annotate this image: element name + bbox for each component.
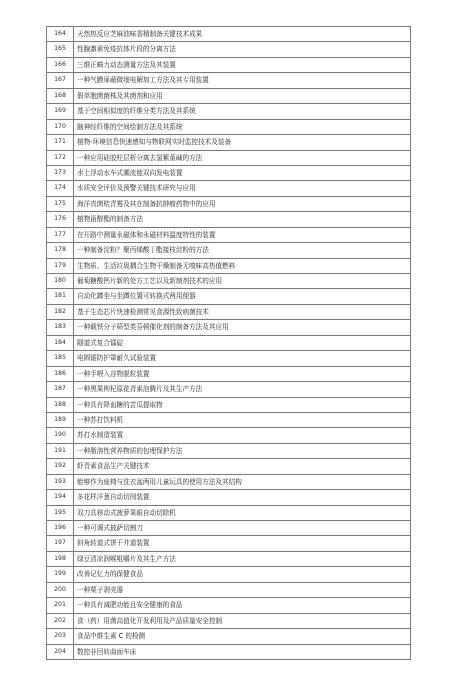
row-title: 隧道式复合镭碇 bbox=[74, 336, 411, 350]
row-number: 184 bbox=[47, 336, 74, 350]
table-row bbox=[47, 645, 411, 660]
row-title: 改善记忆力的保健食品 bbox=[74, 567, 411, 581]
row-title: 葡萄糖酸钙片新的处方工艺以及新制剂技术的应用 bbox=[74, 274, 411, 288]
row-number: 196 bbox=[47, 521, 74, 535]
row-number: 179 bbox=[47, 259, 74, 273]
row-number: 192 bbox=[47, 459, 74, 473]
table-row bbox=[47, 135, 411, 150]
table-row bbox=[47, 166, 411, 181]
row-title: 绿豆清凉润喉咀嚼片及其生产方法 bbox=[74, 552, 411, 566]
table-row bbox=[47, 42, 411, 57]
row-title: 假单胞菌菌株及其菌剂和应用 bbox=[74, 89, 411, 103]
row-title: 苏打水制造装置 bbox=[74, 428, 411, 442]
row-title: 双刀具移动式菠萝果眼自动切除机 bbox=[74, 506, 411, 520]
table-row bbox=[47, 521, 411, 536]
row-title: 电圆锯防护罩耐久试验装置 bbox=[74, 351, 411, 365]
row-number: 188 bbox=[47, 398, 74, 412]
row-title: 一种具有减肥功能且安全健康的食品 bbox=[74, 598, 411, 612]
row-number: 169 bbox=[47, 104, 74, 118]
table-row bbox=[47, 367, 411, 382]
row-title: 虾青素食品生产关键技术 bbox=[74, 459, 411, 473]
table-row bbox=[47, 289, 411, 304]
row-number: 194 bbox=[47, 490, 74, 504]
table-row bbox=[47, 459, 411, 474]
table-row bbox=[47, 104, 411, 119]
table-row bbox=[47, 151, 411, 166]
row-number: 189 bbox=[47, 413, 74, 427]
table-row bbox=[47, 413, 411, 428]
table-row bbox=[47, 351, 411, 366]
row-title: 食品中维生素 C 的检测 bbox=[74, 629, 411, 643]
row-number: 204 bbox=[47, 645, 74, 659]
table-row bbox=[47, 629, 411, 644]
table-row bbox=[47, 598, 411, 613]
table-row bbox=[47, 305, 411, 320]
table-row bbox=[47, 583, 411, 598]
row-title: 一种栗子剥壳器 bbox=[74, 583, 411, 597]
row-number: 201 bbox=[47, 598, 74, 612]
row-number: 164 bbox=[47, 27, 74, 41]
row-number: 193 bbox=[47, 475, 74, 489]
row-number: 191 bbox=[47, 444, 74, 458]
row-title: 在开路中测量永磁体和永磁材料温度特性的装置 bbox=[74, 228, 411, 242]
row-title: 一种黑果枸杞原花青素泡腾片及其生产方法 bbox=[74, 382, 411, 396]
table-row bbox=[47, 228, 411, 243]
row-title: 多花样洋葱自动切削装置 bbox=[74, 490, 411, 504]
table-row bbox=[47, 58, 411, 73]
row-number: 167 bbox=[47, 73, 74, 87]
row-number: 172 bbox=[47, 151, 74, 165]
row-number: 198 bbox=[47, 552, 74, 566]
row-title: 一种制备淀粉？聚丙烯酸丁酯接枝淀粉的方法 bbox=[74, 243, 411, 257]
row-number: 171 bbox=[47, 135, 74, 149]
row-title: 一种可调式披萨切割刀 bbox=[74, 521, 411, 535]
table-row bbox=[47, 243, 411, 258]
row-number: 199 bbox=[47, 567, 74, 581]
row-number: 182 bbox=[47, 305, 74, 319]
row-number: 178 bbox=[47, 243, 74, 257]
row-number: 186 bbox=[47, 367, 74, 381]
row-number: 202 bbox=[47, 614, 74, 628]
row-title: 一种气膜扉蔽微细电解加工方法及其专用装置 bbox=[74, 73, 411, 87]
row-number: 177 bbox=[47, 228, 74, 242]
table-row bbox=[47, 444, 411, 459]
row-number: 168 bbox=[47, 89, 74, 103]
row-title: 一种载铁分子筛型类芬顿催化剂的制备方法及其应用 bbox=[74, 320, 411, 334]
table-row bbox=[47, 27, 411, 42]
results-table bbox=[46, 26, 411, 660]
table-row bbox=[47, 181, 411, 196]
row-number: 181 bbox=[47, 289, 74, 303]
table-row bbox=[47, 428, 411, 443]
row-title: 食（药）用菌高值化开发利用及产品质量安全控制 bbox=[74, 614, 411, 628]
row-number: 200 bbox=[47, 583, 74, 597]
row-title: 一种应用硅胶柱层析分离去氢紫堇碱的方法 bbox=[74, 151, 411, 165]
row-number: 165 bbox=[47, 42, 74, 56]
table-row bbox=[47, 320, 411, 335]
row-title: 一种苏打饮料机 bbox=[74, 413, 411, 427]
row-number: 203 bbox=[47, 629, 74, 643]
table-row bbox=[47, 259, 411, 274]
row-title: 三维正畸力动态测量方法及其装置 bbox=[74, 58, 411, 72]
table-row bbox=[47, 552, 411, 567]
row-title: 数控非回转曲面车床 bbox=[74, 645, 411, 659]
table-row bbox=[47, 475, 411, 490]
row-title: 天然热反应芝麻油味香精制备关键技术成果 bbox=[74, 27, 411, 41]
row-number: 180 bbox=[47, 274, 74, 288]
row-title: 一种手喂入谷物脱粒装置 bbox=[74, 367, 411, 381]
row-number: 190 bbox=[47, 428, 74, 442]
row-title: 脑神经纤维的空间绘制方法及其系统 bbox=[74, 120, 411, 134]
row-title: 基于生态芯片快速检测常见食源性致病菌技术 bbox=[74, 305, 411, 319]
row-number: 170 bbox=[47, 120, 74, 134]
table-row bbox=[47, 212, 411, 227]
row-title: 一种脂溶性营养物质的包埋保护方法 bbox=[74, 444, 411, 458]
table-row bbox=[47, 614, 411, 629]
row-title: 自动化蹲坐与坐蹲位置可转换式两用便器 bbox=[74, 289, 411, 303]
table-row bbox=[47, 73, 411, 88]
row-number: 183 bbox=[47, 320, 74, 334]
table-row bbox=[47, 490, 411, 505]
row-number: 176 bbox=[47, 212, 74, 226]
row-title: 生物质、生活垃圾耦合生物干燥制备无嗅味高热值燃料 bbox=[74, 259, 411, 273]
row-title: 水上浮动水车式潮流能双向发电装置 bbox=[74, 166, 411, 180]
table-row bbox=[47, 382, 411, 397]
table-row bbox=[47, 120, 411, 135]
row-title: 海洋真菌桔青霉及其在制备抗肿瘤药物中的应用 bbox=[74, 197, 411, 211]
row-title: 植物甾醇酯的制备方法 bbox=[74, 212, 411, 226]
row-number: 195 bbox=[47, 506, 74, 520]
row-number: 166 bbox=[47, 58, 74, 72]
row-title: 基于空间相似度的纤维分类方法及其系统 bbox=[74, 104, 411, 118]
table-row bbox=[47, 506, 411, 521]
table-row bbox=[47, 567, 411, 582]
table-row bbox=[47, 536, 411, 551]
table-row bbox=[47, 197, 411, 212]
row-title: 一种具有降血糖的苦瓜提取物 bbox=[74, 398, 411, 412]
row-number: 197 bbox=[47, 536, 74, 550]
row-title: 能够作为座椅与洗衣盆两用儿童玩具的使用方法及其结构 bbox=[74, 475, 411, 489]
row-number: 187 bbox=[47, 382, 74, 396]
row-title: 斜角转道式饼干井道装置 bbox=[74, 536, 411, 550]
row-number: 175 bbox=[47, 197, 74, 211]
table-row bbox=[47, 336, 411, 351]
table-row bbox=[47, 89, 411, 104]
row-title: 植物-环境信息快速感知与物联网实时监控技术及装备 bbox=[74, 135, 411, 149]
row-number: 174 bbox=[47, 181, 74, 195]
row-title: 水质安全评价及预警关键技术研究与应用 bbox=[74, 181, 411, 195]
row-number: 173 bbox=[47, 166, 74, 180]
table-row bbox=[47, 398, 411, 413]
row-number: 185 bbox=[47, 351, 74, 365]
table-row bbox=[47, 274, 411, 289]
row-title: 性腺激素免疫抗体片段的分离方法 bbox=[74, 42, 411, 56]
